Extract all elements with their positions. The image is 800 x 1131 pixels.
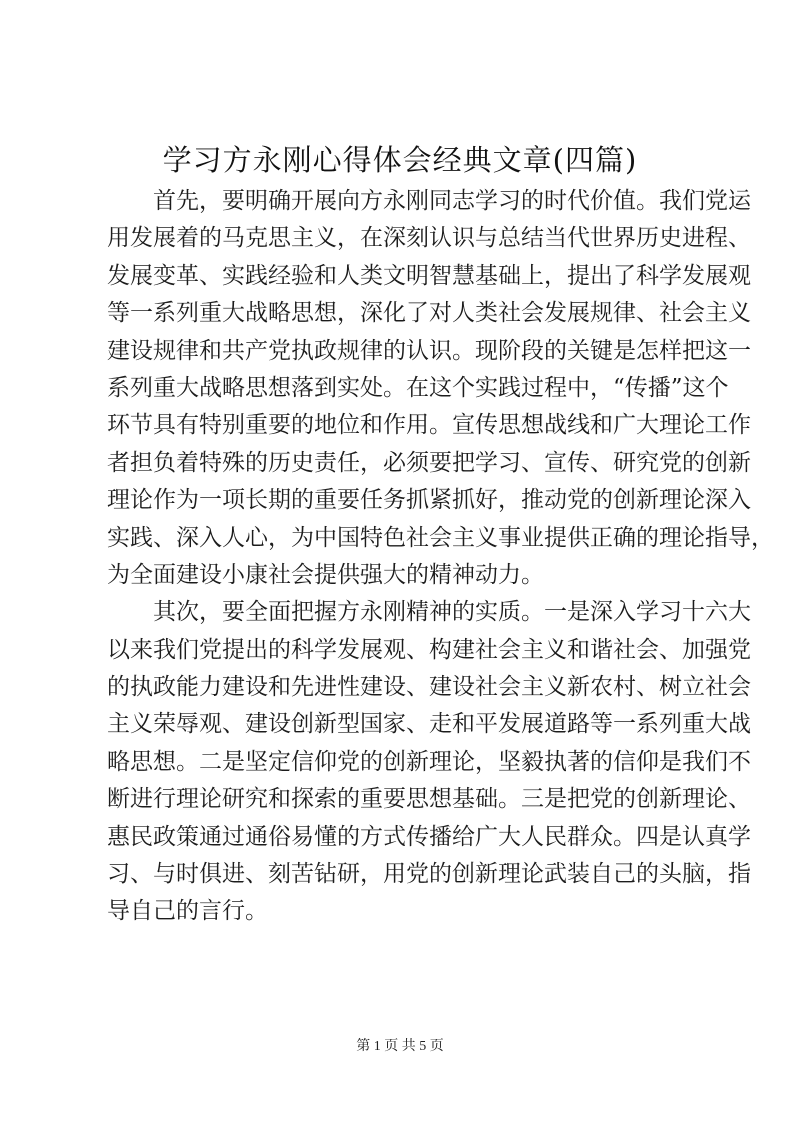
paragraph-2-line-3: 的执政能力建设和先进性建设、建设社会主义新农村、树立社会 bbox=[107, 674, 751, 701]
paragraph-1-line-3: 发展变革、实践经验和人类文明智慧基础上，提出了科学发展观 bbox=[107, 262, 751, 289]
paragraph-1-line-7: 环节具有特别重要的地位和作用。宣传思想战线和广大理论工作 bbox=[107, 412, 751, 439]
paragraph-2-line-8: 习、与时俱进、刻苦钻研，用党的创新理论武装自己的头脑，指 bbox=[107, 861, 751, 888]
paragraph-2-line-7: 惠民政策通过通俗易懂的方式传播给广大人民群众。四是认真学 bbox=[107, 823, 751, 850]
paragraph-1-line-8: 者担负着特殊的历史责任，必须要把学习、宣传、研究党的创新 bbox=[107, 449, 751, 476]
paragraph-1-line-11: 为全面建设小康社会提供强大的精神动力。 bbox=[107, 561, 544, 588]
document-title: 学习方永刚心得体会经典文章(四篇) bbox=[162, 143, 638, 177]
document-body bbox=[107, 183, 774, 931]
paragraph-2-line-6: 断进行理论研究和探索的重要思想基础。三是把党的创新理论、 bbox=[107, 786, 751, 813]
paragraph-1-line-6: 系列重大战略思想落到实处。在这个实践过程中，“传播”这个 bbox=[107, 374, 729, 401]
page-number-footer: 第 1 页 共 5 页 bbox=[356, 1039, 444, 1054]
paragraph-2-line-2: 以来我们党提出的科学发展观、构建社会主义和谐社会、加强党 bbox=[107, 636, 751, 663]
paragraph-1-line-9: 理论作为一项长期的重要任务抓紧抓好，推动党的创新理论深入 bbox=[107, 487, 751, 514]
paragraph-2-line-1: 其次，要全面把握方永刚精神的实质。一是深入学习十六大 bbox=[153, 599, 751, 626]
paragraph-1-line-4: 等一系列重大战略思想，深化了对人类社会发展规律、社会主义 bbox=[107, 300, 751, 327]
paragraph-1-line-5: 建设规律和共产党执政规律的认识。现阶段的关键是怎样把这一 bbox=[107, 337, 751, 364]
paragraph-1-line-1: 首先，要明确开展向方永刚同志学习的时代价值。我们党运 bbox=[153, 188, 751, 214]
paragraph-2-line-5: 略思想。二是坚定信仰党的创新理论，坚毅执著的信仰是我们不 bbox=[107, 748, 751, 775]
paragraph-1-line-10: 实践、深入人心，为中国特色社会主义事业提供正确的理论指导， bbox=[107, 524, 774, 551]
paragraph-1-line-2: 用发展着的马克思主义，在深刻认识与总结当代世界历史进程、 bbox=[107, 225, 751, 252]
paragraph-2-line-4: 主义荣辱观、建设创新型国家、走和平发展道路等一系列重大战 bbox=[107, 711, 751, 738]
paragraph-2-line-9: 导自己的言行。 bbox=[107, 898, 268, 925]
